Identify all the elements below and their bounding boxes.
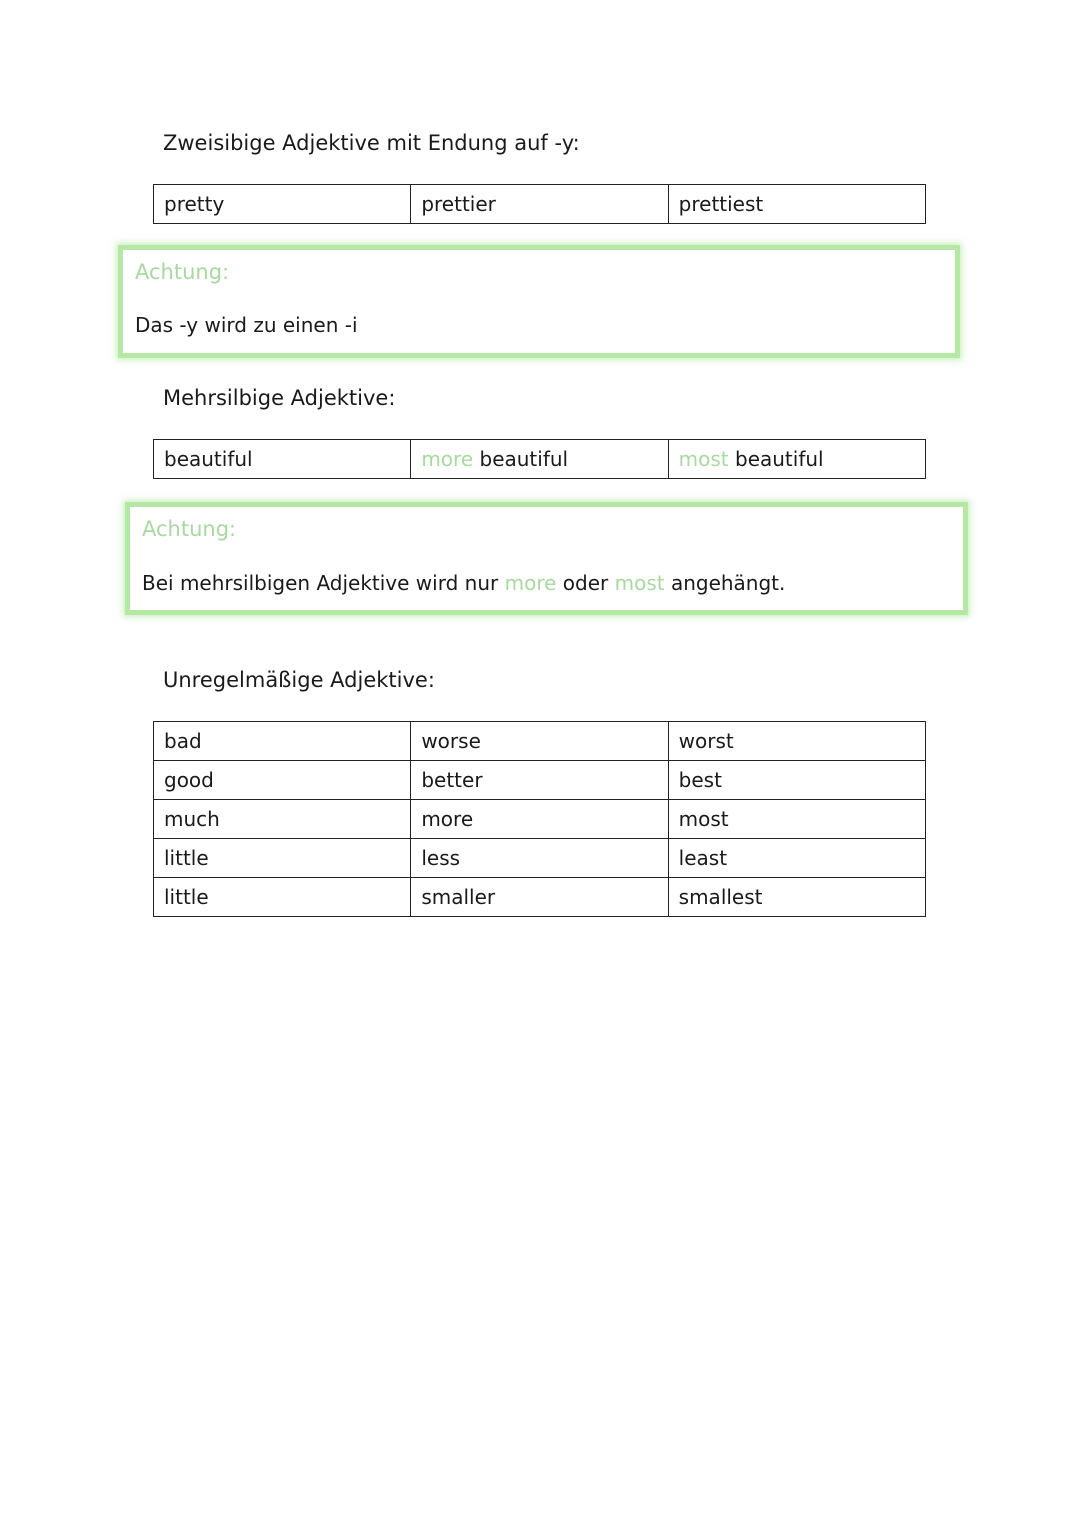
cell-comparative: less	[411, 839, 668, 878]
highlight-more: more	[504, 571, 557, 595]
heading-two-syllable-y: Zweisibige Adjektive mit Endung auf -y:	[163, 131, 580, 155]
note-text	[142, 571, 785, 595]
cell-base: little	[154, 839, 411, 878]
table-irregular	[153, 721, 926, 917]
highlight-most: most	[678, 447, 729, 471]
cell-base: pretty	[154, 185, 411, 224]
note-title: Achtung:	[135, 260, 230, 284]
cell-comparative: worse	[411, 722, 668, 761]
table-row	[154, 185, 926, 224]
note-text-after: angehängt.	[670, 571, 786, 595]
table-row	[154, 722, 926, 761]
note-text: Das -y wird zu einen -i	[135, 313, 358, 337]
cell-superlative: most	[668, 800, 925, 839]
cell-word: beautiful	[479, 447, 569, 471]
table-row	[154, 800, 926, 839]
cell-base: good	[154, 761, 411, 800]
table-row	[154, 839, 926, 878]
cell-superlative: smallest	[668, 878, 925, 917]
table-multi-syllable	[153, 439, 926, 479]
heading-multi-syllable: Mehrsilbige Adjektive:	[163, 386, 396, 410]
cell-comparative: better	[411, 761, 668, 800]
cell-comparative	[411, 440, 668, 479]
cell-superlative: prettiest	[668, 185, 925, 224]
cell-superlative: worst	[668, 722, 925, 761]
cell-superlative: best	[668, 761, 925, 800]
note-box-y-to-i	[118, 245, 960, 358]
note-text-middle: oder	[562, 571, 609, 595]
highlight-more: more	[421, 447, 474, 471]
table-row	[154, 440, 926, 479]
heading-irregular: Unregelmäßige Adjektive:	[163, 668, 435, 692]
table-row	[154, 878, 926, 917]
table-two-syllable-y	[153, 184, 926, 224]
cell-base: much	[154, 800, 411, 839]
cell-base: little	[154, 878, 411, 917]
note-title: Achtung:	[142, 517, 237, 541]
cell-base: bad	[154, 722, 411, 761]
cell-base: beautiful	[154, 440, 411, 479]
note-text-before: Bei mehrsilbigen Adjektive wird nur	[142, 571, 499, 595]
cell-superlative: least	[668, 839, 925, 878]
cell-word: beautiful	[735, 447, 824, 471]
cell-comparative: more	[411, 800, 668, 839]
highlight-most: most	[614, 571, 665, 595]
cell-comparative: smaller	[411, 878, 668, 917]
cell-comparative: prettier	[411, 185, 668, 224]
note-box-more-most	[125, 502, 968, 615]
cell-superlative	[668, 440, 925, 479]
table-row	[154, 761, 926, 800]
